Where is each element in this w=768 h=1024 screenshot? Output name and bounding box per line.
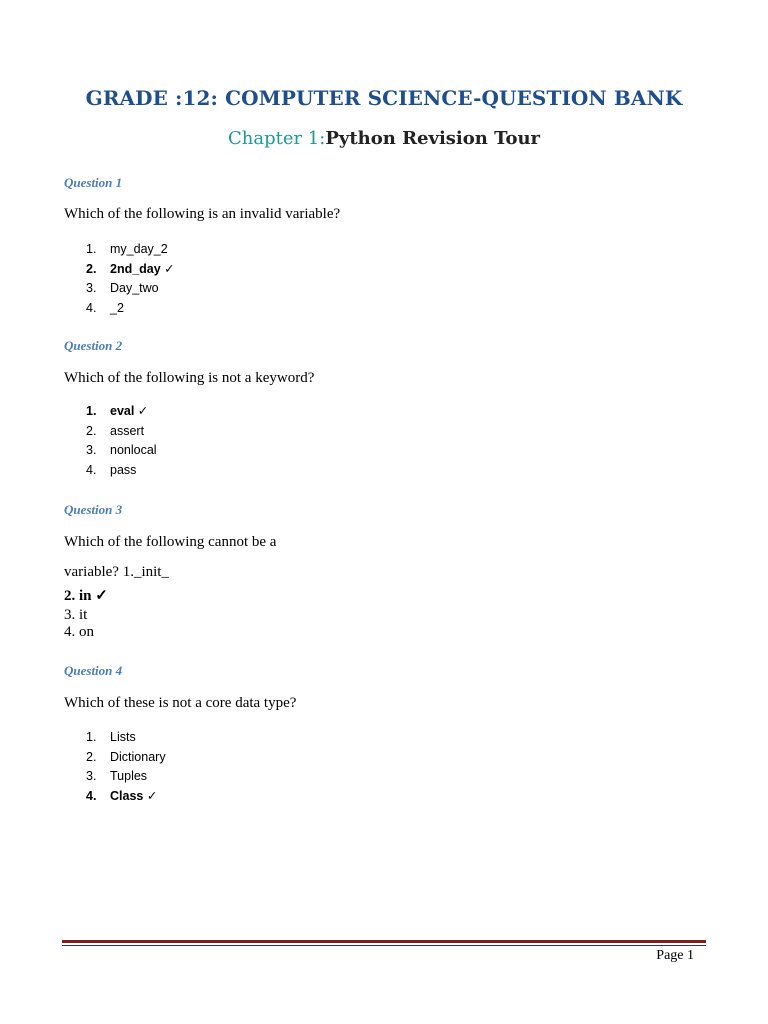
question-3-text-continued: variable? 1._init_ bbox=[64, 564, 169, 580]
question-4-options bbox=[86, 728, 166, 807]
question-3-answer: 3. it bbox=[64, 607, 88, 623]
question-2-label: Question 2 bbox=[64, 338, 123, 353]
question-3-label: Question 3 bbox=[64, 502, 123, 517]
chapter-number: Chapter 1: bbox=[227, 128, 326, 149]
option-item: 1. Lists bbox=[86, 730, 136, 744]
question-4-text: Which of these is not a core data type? bbox=[64, 695, 297, 711]
option-item-correct: 2. 2nd_day ✓ bbox=[86, 261, 175, 276]
option-item: 3. Tuples bbox=[86, 769, 148, 784]
question-3-text: Which of the following cannot be a bbox=[64, 534, 277, 550]
option-item: 2. Dictionary bbox=[86, 749, 166, 764]
question-1-options bbox=[86, 240, 175, 319]
footer-rule-thin bbox=[62, 945, 706, 946]
question-3-answer: 4. on bbox=[64, 624, 94, 640]
option-item: 3. nonlocal bbox=[86, 443, 157, 458]
option-item-correct: 4. Class ✓ bbox=[86, 789, 158, 804]
option-item: 2. assert bbox=[86, 423, 145, 438]
chapter-heading bbox=[0, 128, 768, 149]
question-1-text: Which of the following is an invalid variable? bbox=[64, 206, 341, 222]
chapter-name: Python Revision Tour bbox=[325, 128, 541, 149]
option-item: 4. pass bbox=[86, 463, 137, 478]
question-3-answer-correct: 2. in ✓ bbox=[64, 588, 108, 604]
option-item: 4. _2 bbox=[86, 301, 124, 316]
option-item: 3. Day_two bbox=[86, 281, 159, 296]
question-2-options bbox=[86, 402, 157, 481]
document-title: GRADE :12: COMPUTER SCIENCE-QUESTION BANK bbox=[85, 86, 683, 110]
question-4-label: Question 4 bbox=[64, 663, 123, 678]
question-1-label: Question 1 bbox=[64, 175, 123, 190]
option-item: 1. my_day_2 bbox=[86, 242, 168, 256]
question-2-text: Which of the following is not a keyword? bbox=[64, 370, 315, 386]
option-item-correct: 1. eval ✓ bbox=[86, 404, 149, 418]
footer-rule bbox=[62, 940, 706, 943]
page-number: Page 1 bbox=[656, 948, 694, 963]
